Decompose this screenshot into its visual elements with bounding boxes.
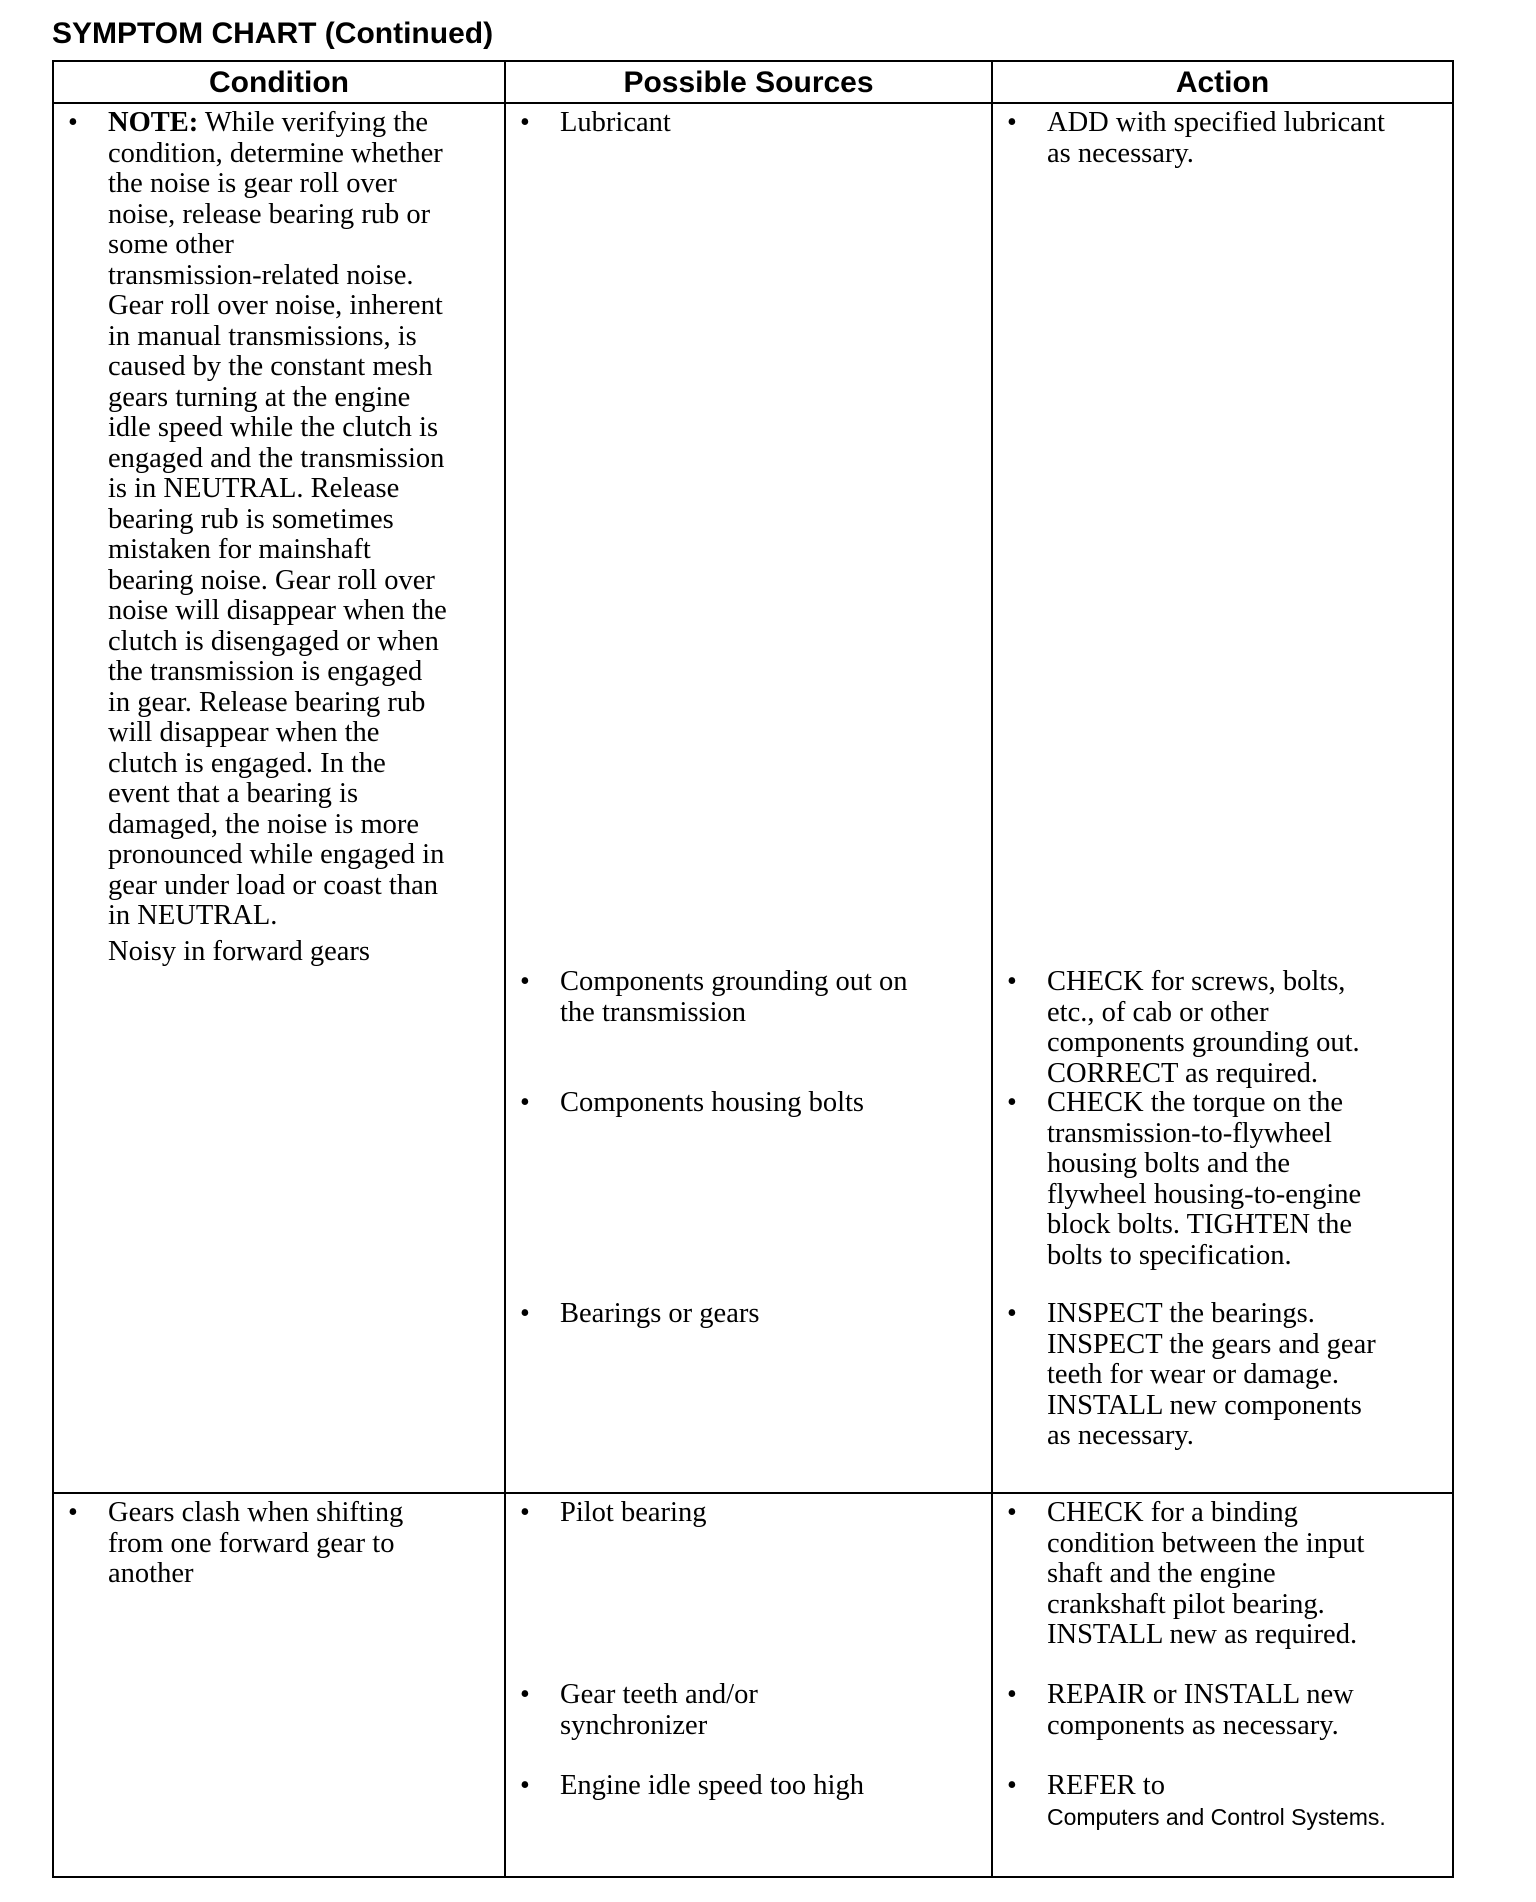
- header-condition: Condition: [209, 66, 349, 99]
- source-text: Pilot bearing: [560, 1497, 707, 1528]
- source-text: Components grounding out on the transmission: [560, 966, 908, 1028]
- bullet: •: [520, 966, 530, 997]
- bullet: •: [520, 1770, 530, 1801]
- header-action: Action: [1175, 66, 1270, 99]
- bullet: •: [68, 107, 78, 138]
- source-text: Components housing bolts: [560, 1087, 865, 1118]
- action-text: CHECK for screws, bolts, etc., of cab or other components grounding out. CORRECT as required.: [1047, 966, 1360, 1089]
- action-text: ADD with specified lubricant as necessary.: [1047, 107, 1385, 169]
- column-divider: [504, 62, 506, 1876]
- action-text: CHECK the torque on the transmission-to-flywheel housing bolts and the flywheel housing-to-engine block bolts. TIGHTEN the bolts to specification.: [1047, 1087, 1362, 1271]
- bullet: •: [1007, 1497, 1017, 1528]
- source-text: Bearings or gears: [560, 1298, 760, 1329]
- condition-note-text: [108, 108, 447, 932]
- condition-text: Gears clash when shifting from one forward gear to another: [108, 1497, 404, 1589]
- column-divider: [991, 62, 993, 1876]
- bullet: •: [68, 1497, 78, 1528]
- action-reference-link: Computers and Control Systems.: [1047, 1803, 1386, 1830]
- header-possible-sources: Possible Sources: [623, 66, 874, 99]
- bullet: •: [1007, 966, 1017, 997]
- action-text: CHECK for a binding condition between the input shaft and the engine crankshaft pilot bearing. INSTALL new as required.: [1047, 1497, 1365, 1650]
- action-refer: REFER to: [1047, 1770, 1165, 1801]
- action-text: [1047, 1771, 1386, 1832]
- row-divider: [54, 1492, 1452, 1494]
- bullet: •: [520, 1497, 530, 1528]
- bullet: •: [1007, 107, 1017, 138]
- action-text: INSPECT the bearings. INSPECT the gears and gear teeth for wear or damage. INSTALL new components as necessary.: [1047, 1298, 1376, 1451]
- bullet: •: [1007, 1298, 1017, 1329]
- bullet: •: [520, 1298, 530, 1329]
- bullet: •: [1007, 1679, 1017, 1710]
- page-title: SYMPTOM CHART (Continued): [52, 17, 494, 50]
- note-body: While verifying the condition, determine whether the noise is gear roll over noise, release bearing rub or some other transmission-related noise. Gear roll over noise, inherent in manual transmissions, is caused by the constant mesh gears turning at the engine idle speed while the clutch is engaged and the transmission is in NEUTRAL. Release bearing rub is sometimes mistaken for mainshaft bearing noise. Gear roll over noise will disappear when the clutch is disengaged or when the transmission is engaged in gear. Release bearing rub will disappear when the clutch is engaged. In the event that a bearing is damaged, the noise is more pronounced while engaged in gear under load or coast than in NEUTRAL.: [108, 107, 447, 931]
- condition-symptom: Noisy in forward gears: [108, 936, 370, 967]
- source-text: Gear teeth and/or synchronizer: [560, 1679, 758, 1741]
- bullet: •: [520, 1087, 530, 1118]
- note-label: NOTE:: [108, 107, 199, 138]
- bullet: •: [520, 1679, 530, 1710]
- bullet: •: [520, 107, 530, 138]
- bullet: •: [1007, 1770, 1017, 1801]
- symptom-chart-table: [52, 60, 1454, 1878]
- source-text: Lubricant: [560, 107, 671, 138]
- source-text: Engine idle speed too high: [560, 1770, 864, 1801]
- bullet: •: [1007, 1087, 1017, 1118]
- action-text: REPAIR or INSTALL new components as necessary.: [1047, 1679, 1354, 1741]
